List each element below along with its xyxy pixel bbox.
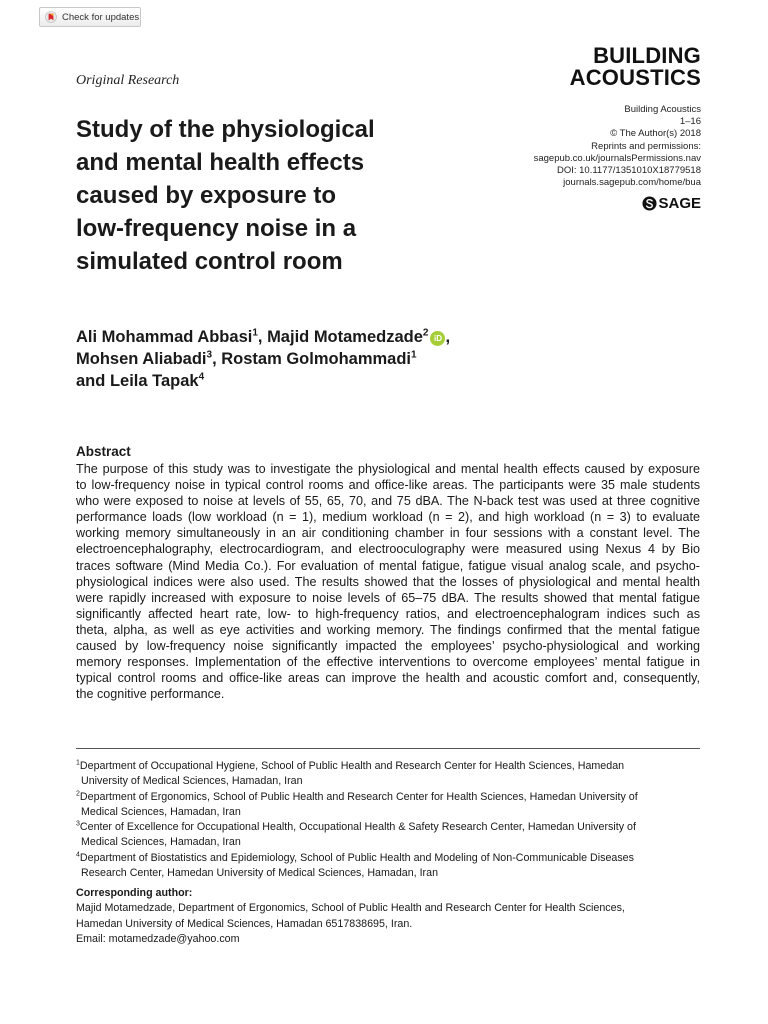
footnote-divider (76, 748, 700, 749)
affiliation-line: University of Medical Sciences, Hamadan, Iran (81, 775, 303, 788)
corresponding-author-email[interactable]: Email: motamedzade@yahoo.com (76, 932, 240, 945)
abstract-line: theta, alpha, as well as eye activities and working memory. The findings confirmed that the mental fatigue (76, 622, 700, 637)
journal-logo-line-2: ACOUSTICS (569, 65, 701, 90)
abstract-line: who were exposed to noise at levels of 55, 65, 70, and 75 dBA. The N-back test was used at three cognitive (76, 494, 700, 509)
corresponding-author-heading: Corresponding author: (76, 887, 193, 899)
abstract-line: working memory simultaneously in an air conditioning chamber in four sessions with a constant level. The (76, 526, 700, 541)
permissions-link[interactable]: sagepub.co.uk/journalsPermissions.nav (533, 152, 701, 164)
bookmark-update-icon (45, 11, 57, 23)
affiliation-line: $^3$Center of Excellence for Occupational Health, Occupational Health & Safety Research Center, Hamedan University of (76, 820, 636, 834)
abstract-line: traces software (Mind Media Co.). For evaluation of mental fatigue, fatigue visual analog scale, and psycho- (76, 558, 700, 573)
affiliation-marker: 2 (422, 327, 429, 339)
corresponding-author-line: Hamedan University of Medical Sciences, Hamadan 6517838695, Iran. (76, 917, 413, 930)
affiliation-marker: 3 (206, 349, 213, 361)
copyright: © The Author(s) 2018 (610, 128, 701, 140)
affiliation-marker: 1 (252, 327, 258, 339)
abstract-line: to low-frequency noise in typical control rooms and office-like areas. The participants were 35 male students (76, 478, 700, 493)
title-line: and mental health effects (76, 149, 365, 176)
affiliation-line: Medical Sciences, Hamadan, Iran (81, 805, 241, 818)
title-line: low-frequency noise in a (76, 215, 357, 242)
reprints-label: Reprints and permissions: (591, 140, 701, 152)
corresponding-author (76, 886, 700, 947)
abstract-line: significantly affected heart rate, low- to high-frequency ratios, and electroencephalogram indices such as (76, 606, 700, 621)
journal-logo (570, 45, 701, 89)
affiliation-line: $^1$Department of Occupational Hygiene, School of Public Health and Research Center for Health Sciences, Hamedan (76, 759, 625, 772)
journal-meta (534, 104, 701, 189)
author-name: Leila Tapak (109, 372, 199, 390)
article-type-label: Original Research (76, 73, 180, 88)
affiliations (76, 759, 700, 881)
journal-name: Building Acoustics (624, 104, 701, 115)
publisher-logo (642, 195, 701, 212)
publisher-name: SAGE (658, 195, 701, 212)
check-for-updates-button[interactable] (39, 7, 141, 27)
abstract-line: caused by low-frequency noise significantly impacted the employees’ psycho-physiological and working (76, 639, 700, 654)
author-name: Mohsen Aliabadi (76, 350, 207, 368)
corresponding-author-line: Majid Motamedzade, Department of Ergonomics, School of Public Health and Research Center for Health Sciences, (76, 902, 625, 915)
journal-homepage-link[interactable]: journals.sagepub.com/home/bua (563, 177, 701, 189)
author-list: Ali Mohammad Abbasi$^1$, Majid Motamedzade$^2$ iD , Mohsen Aliabadi$^3$, Rostam Golmohammadi$^1$ and Leila Tapak$^4$ (76, 327, 451, 390)
page-range: 1–16 (679, 116, 701, 128)
abstract-line: electroencephalography, electrocardiogram, and electrooculography were measured using Nexus 4 by Bio (76, 542, 700, 557)
author-conjunction: and (76, 372, 106, 390)
affiliation-line: $^2$Department of Ergonomics, School of Public Health and Research Center for Health Sciences, Hamedan University of (76, 790, 638, 803)
article-title (76, 113, 456, 278)
title-line: Study of the physiological (76, 116, 375, 143)
affiliation-marker: 1 (411, 349, 417, 361)
abstract-line: memory responses. Implementation of the effective interventions to overcome employees’ mental fatigue in (76, 655, 700, 670)
abstract-heading: Abstract (76, 444, 131, 459)
abstract-line: The purpose of this study was to investigate the physiological and mental health effects caused by exposure (76, 462, 700, 476)
author-name: Rostam Golmohammadi (221, 350, 412, 368)
journal-logo-line-1: BUILDING (593, 43, 701, 68)
abstract-line: the cognitive performance. (76, 687, 225, 702)
doi[interactable]: DOI: 10.1177/1351010X18779518 (556, 165, 701, 177)
abstract-line: typical control rooms and office-like areas can improve the health and acoustic comfort and, consequently, (76, 671, 700, 686)
affiliation-line: $^4$Department of Biostatistics and Epidemiology, School of Public Health and Modeling of Non-Communicable Diseases (76, 851, 634, 864)
orcid-icon[interactable]: iD (430, 331, 445, 346)
abstract-text (76, 461, 700, 702)
author-name: Ali Mohammad Abbasi (76, 328, 253, 346)
abstract-line: performance loads (low workload (n = 1), medium workload (n = 2), and high workload (n = 3) to evaluate (76, 510, 700, 525)
check-for-updates-label: Check for updates (62, 11, 140, 23)
affiliation-marker: 4 (198, 371, 205, 383)
abstract-line: physiological indices were also used. The results showed that the losses of physiological and mental health (76, 574, 700, 589)
affiliation-line: Medical Sciences, Hamadan, Iran (81, 836, 241, 849)
title-line: caused by exposure to (76, 182, 337, 209)
title-line: simulated control room (76, 248, 343, 275)
author-name: Majid Motamedzade (267, 328, 423, 346)
sage-mark-icon (642, 196, 657, 211)
affiliation-line: Research Center, Hamedan University of Medical Sciences, Hamadan, Iran (81, 867, 439, 880)
abstract-line: were rapidly increased with exposure to noise levels of 65–75 dBA. The results showed that mental fatigue (76, 590, 700, 605)
